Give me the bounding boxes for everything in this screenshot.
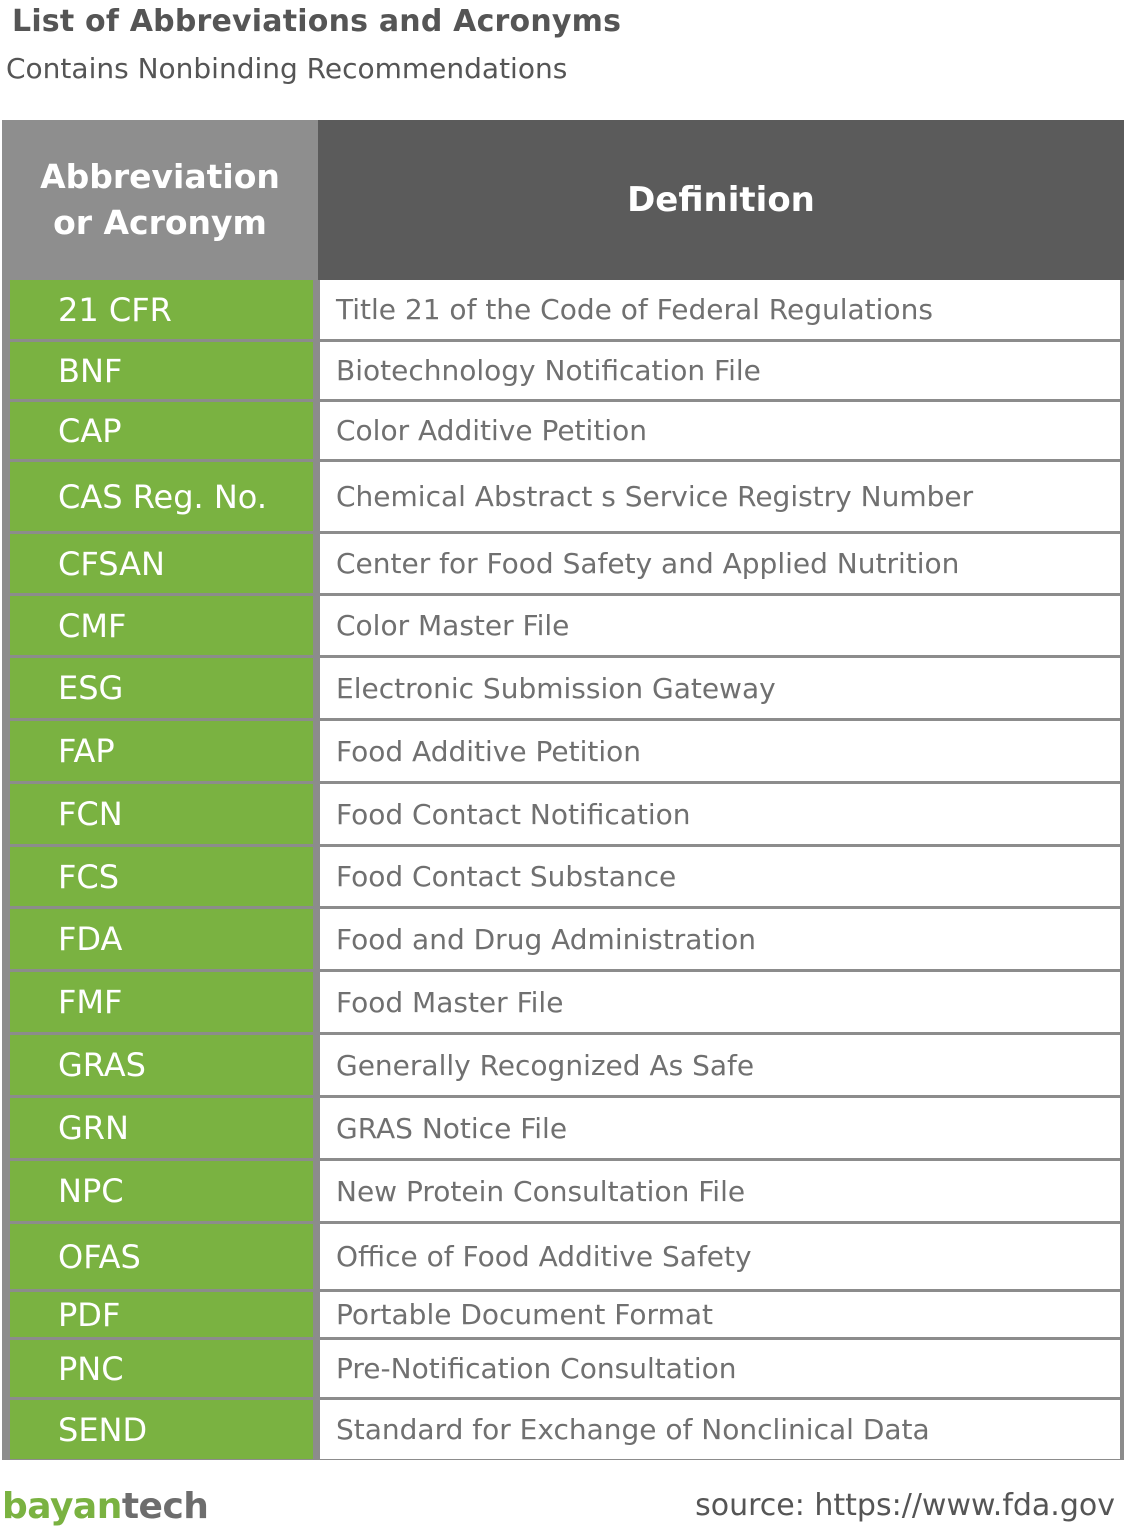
abbreviation-cell: OFAS — [10, 1224, 313, 1289]
definition-cell: Color Additive Petition — [320, 402, 1120, 459]
definition-cell: Food Contact Substance — [320, 847, 1120, 906]
abbreviation-cell: CFSAN — [10, 534, 313, 593]
abbreviation-cell: BNF — [10, 342, 313, 399]
abbreviation-cell: FDA — [10, 909, 313, 969]
table-row — [2, 847, 1124, 909]
table-row — [2, 1224, 1124, 1292]
source-note: source: https://www.fda.gov — [695, 1488, 1115, 1523]
table-row — [2, 596, 1124, 658]
definition-cell: Biotechnology Notification File — [320, 342, 1120, 399]
abbreviation-cell: GRN — [10, 1098, 313, 1158]
definition-cell: Food Master File — [320, 972, 1120, 1032]
definition-cell: Title 21 of the Code of Federal Regulations — [320, 280, 1120, 339]
table-row — [2, 462, 1124, 534]
table-row — [2, 972, 1124, 1035]
definition-cell: New Protein Consultation File — [320, 1161, 1120, 1221]
abbreviation-cell: FCS — [10, 847, 313, 906]
abbreviation-cell: CMF — [10, 596, 313, 655]
definition-cell: Food Additive Petition — [320, 721, 1120, 781]
definition-cell: Food and Drug Administration — [320, 909, 1120, 969]
column-header-abbreviation: Abbreviation or Acronym — [2, 120, 318, 280]
abbreviation-cell: NPC — [10, 1161, 313, 1221]
table-row — [2, 721, 1124, 784]
table-row — [2, 784, 1124, 847]
definition-cell: Generally Recognized As Safe — [320, 1035, 1120, 1095]
table-row — [2, 402, 1124, 462]
abbreviation-cell: FMF — [10, 972, 313, 1032]
definition-cell: Center for Food Safety and Applied Nutrition — [320, 534, 1120, 593]
page-title: List of Abbreviations and Acronyms — [12, 4, 622, 39]
abbreviation-cell: PDF — [10, 1292, 313, 1337]
definition-cell: Chemical Abstract s Service Registry Number — [320, 462, 1120, 531]
table-row — [2, 658, 1124, 721]
abbreviation-cell: 21 CFR — [10, 280, 313, 339]
table-row — [2, 280, 1124, 342]
abbreviations-table — [2, 120, 1124, 1460]
definition-cell: Office of Food Additive Safety — [320, 1224, 1120, 1289]
definition-cell: Electronic Submission Gateway — [320, 658, 1120, 718]
table-row — [2, 1098, 1124, 1161]
table-row — [2, 1400, 1124, 1462]
abbreviation-cell: CAP — [10, 402, 313, 459]
table-row — [2, 1161, 1124, 1224]
table-row — [2, 342, 1124, 402]
abbreviation-cell: PNC — [10, 1340, 313, 1397]
abbreviation-cell: FAP — [10, 721, 313, 781]
definition-cell: Pre-Notification Consultation — [320, 1340, 1120, 1397]
table-header — [2, 120, 1124, 280]
definition-cell: GRAS Notice File — [320, 1098, 1120, 1158]
page-subtitle: Contains Nonbinding Recommendations — [6, 52, 568, 85]
definition-cell: Standard for Exchange of Nonclinical Data — [320, 1400, 1120, 1459]
abbreviation-cell: SEND — [10, 1400, 313, 1459]
brand-logo: bayantech — [2, 1486, 209, 1527]
abbreviation-cell: ESG — [10, 658, 313, 718]
table-row — [2, 1340, 1124, 1400]
table-row — [2, 909, 1124, 972]
definition-cell: Color Master File — [320, 596, 1120, 655]
abbreviation-cell: CAS Reg. No. — [10, 462, 313, 531]
definition-cell: Portable Document Format — [320, 1292, 1120, 1337]
table-row — [2, 1292, 1124, 1340]
table-row — [2, 534, 1124, 596]
abbreviation-cell: GRAS — [10, 1035, 313, 1095]
definition-cell: Food Contact Notification — [320, 784, 1120, 844]
column-header-definition: Definition — [318, 120, 1124, 280]
abbreviation-cell: FCN — [10, 784, 313, 844]
table-row — [2, 1035, 1124, 1098]
